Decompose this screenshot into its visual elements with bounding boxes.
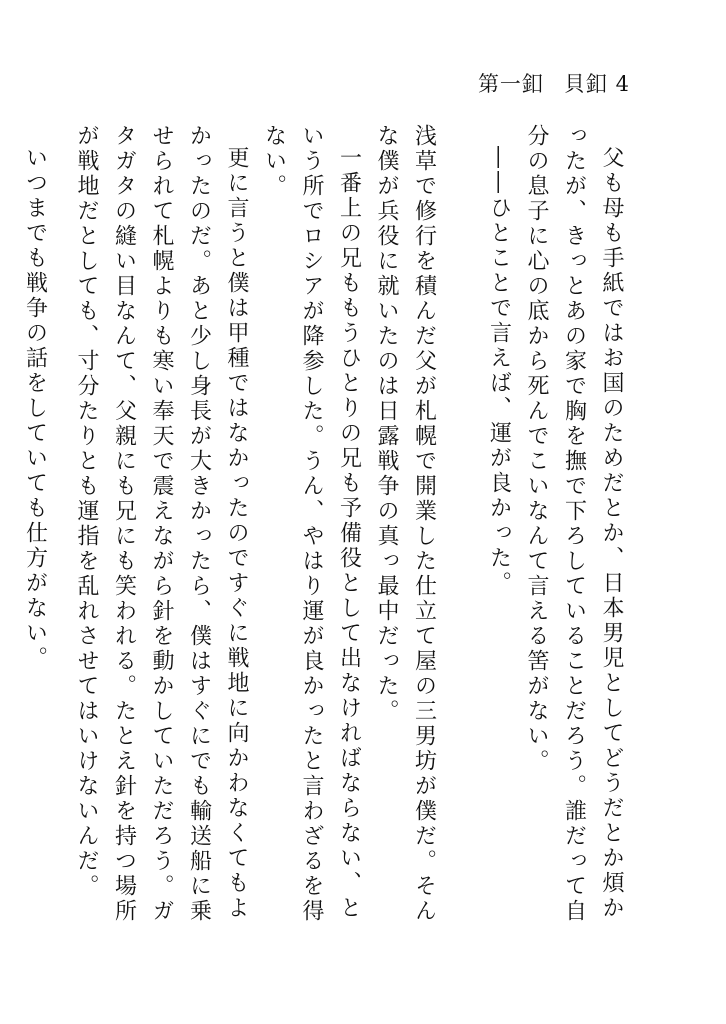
paragraph-1: 父も母も手紙ではお国のためだとか、日本男児としてどうだとか煩かったが、きっとあの家で胸を撫で下ろしていることだろう。誰だって自分の息子に心の底から死んでこいなんて言える筈がない。 xyxy=(524,124,624,924)
section-title: 貝釦 xyxy=(563,72,608,96)
paragraph-3: 浅草で修行を積んだ父が札幌で開業した仕立て屋の三男坊が僕だ。そんな僕が兵役に就いたのは日露戦争の真っ最中だった。 xyxy=(374,124,437,924)
running-header xyxy=(478,68,630,98)
chapter-title: 第一釦 xyxy=(477,72,544,96)
page-number: 4 xyxy=(615,72,630,96)
paragraph-5: 更に言うと僕は甲種ではなかったのですぐに戦地に向かわなくてもよかったのだ。あと少し身長が大きかったら、僕はすぐにでも輸送船に乗せられて札幌よりも寒い奉天で震えながら針を動かしていただろう。ガタガタの縫い目なんて、父親にも兄にも笑われる。たとえ針を持つ場所が戦地だとしても、寸分たりとも運指を乱れさせてはいけないんだ。 xyxy=(74,124,249,924)
vertical-body-text xyxy=(22,124,630,944)
paragraph-4: 一番上の兄ももうひとりの兄も予備役として出なければならない、という所でロシアが降参した。うん、やはり運が良かったと言わざるを得ない。 xyxy=(261,124,362,924)
paragraph-6: いつまでも戦争の話をしていても仕方がない。 xyxy=(22,146,48,671)
paragraph-2-dash-line: ――ひとことで言えば、運が良かった。 xyxy=(486,146,512,596)
